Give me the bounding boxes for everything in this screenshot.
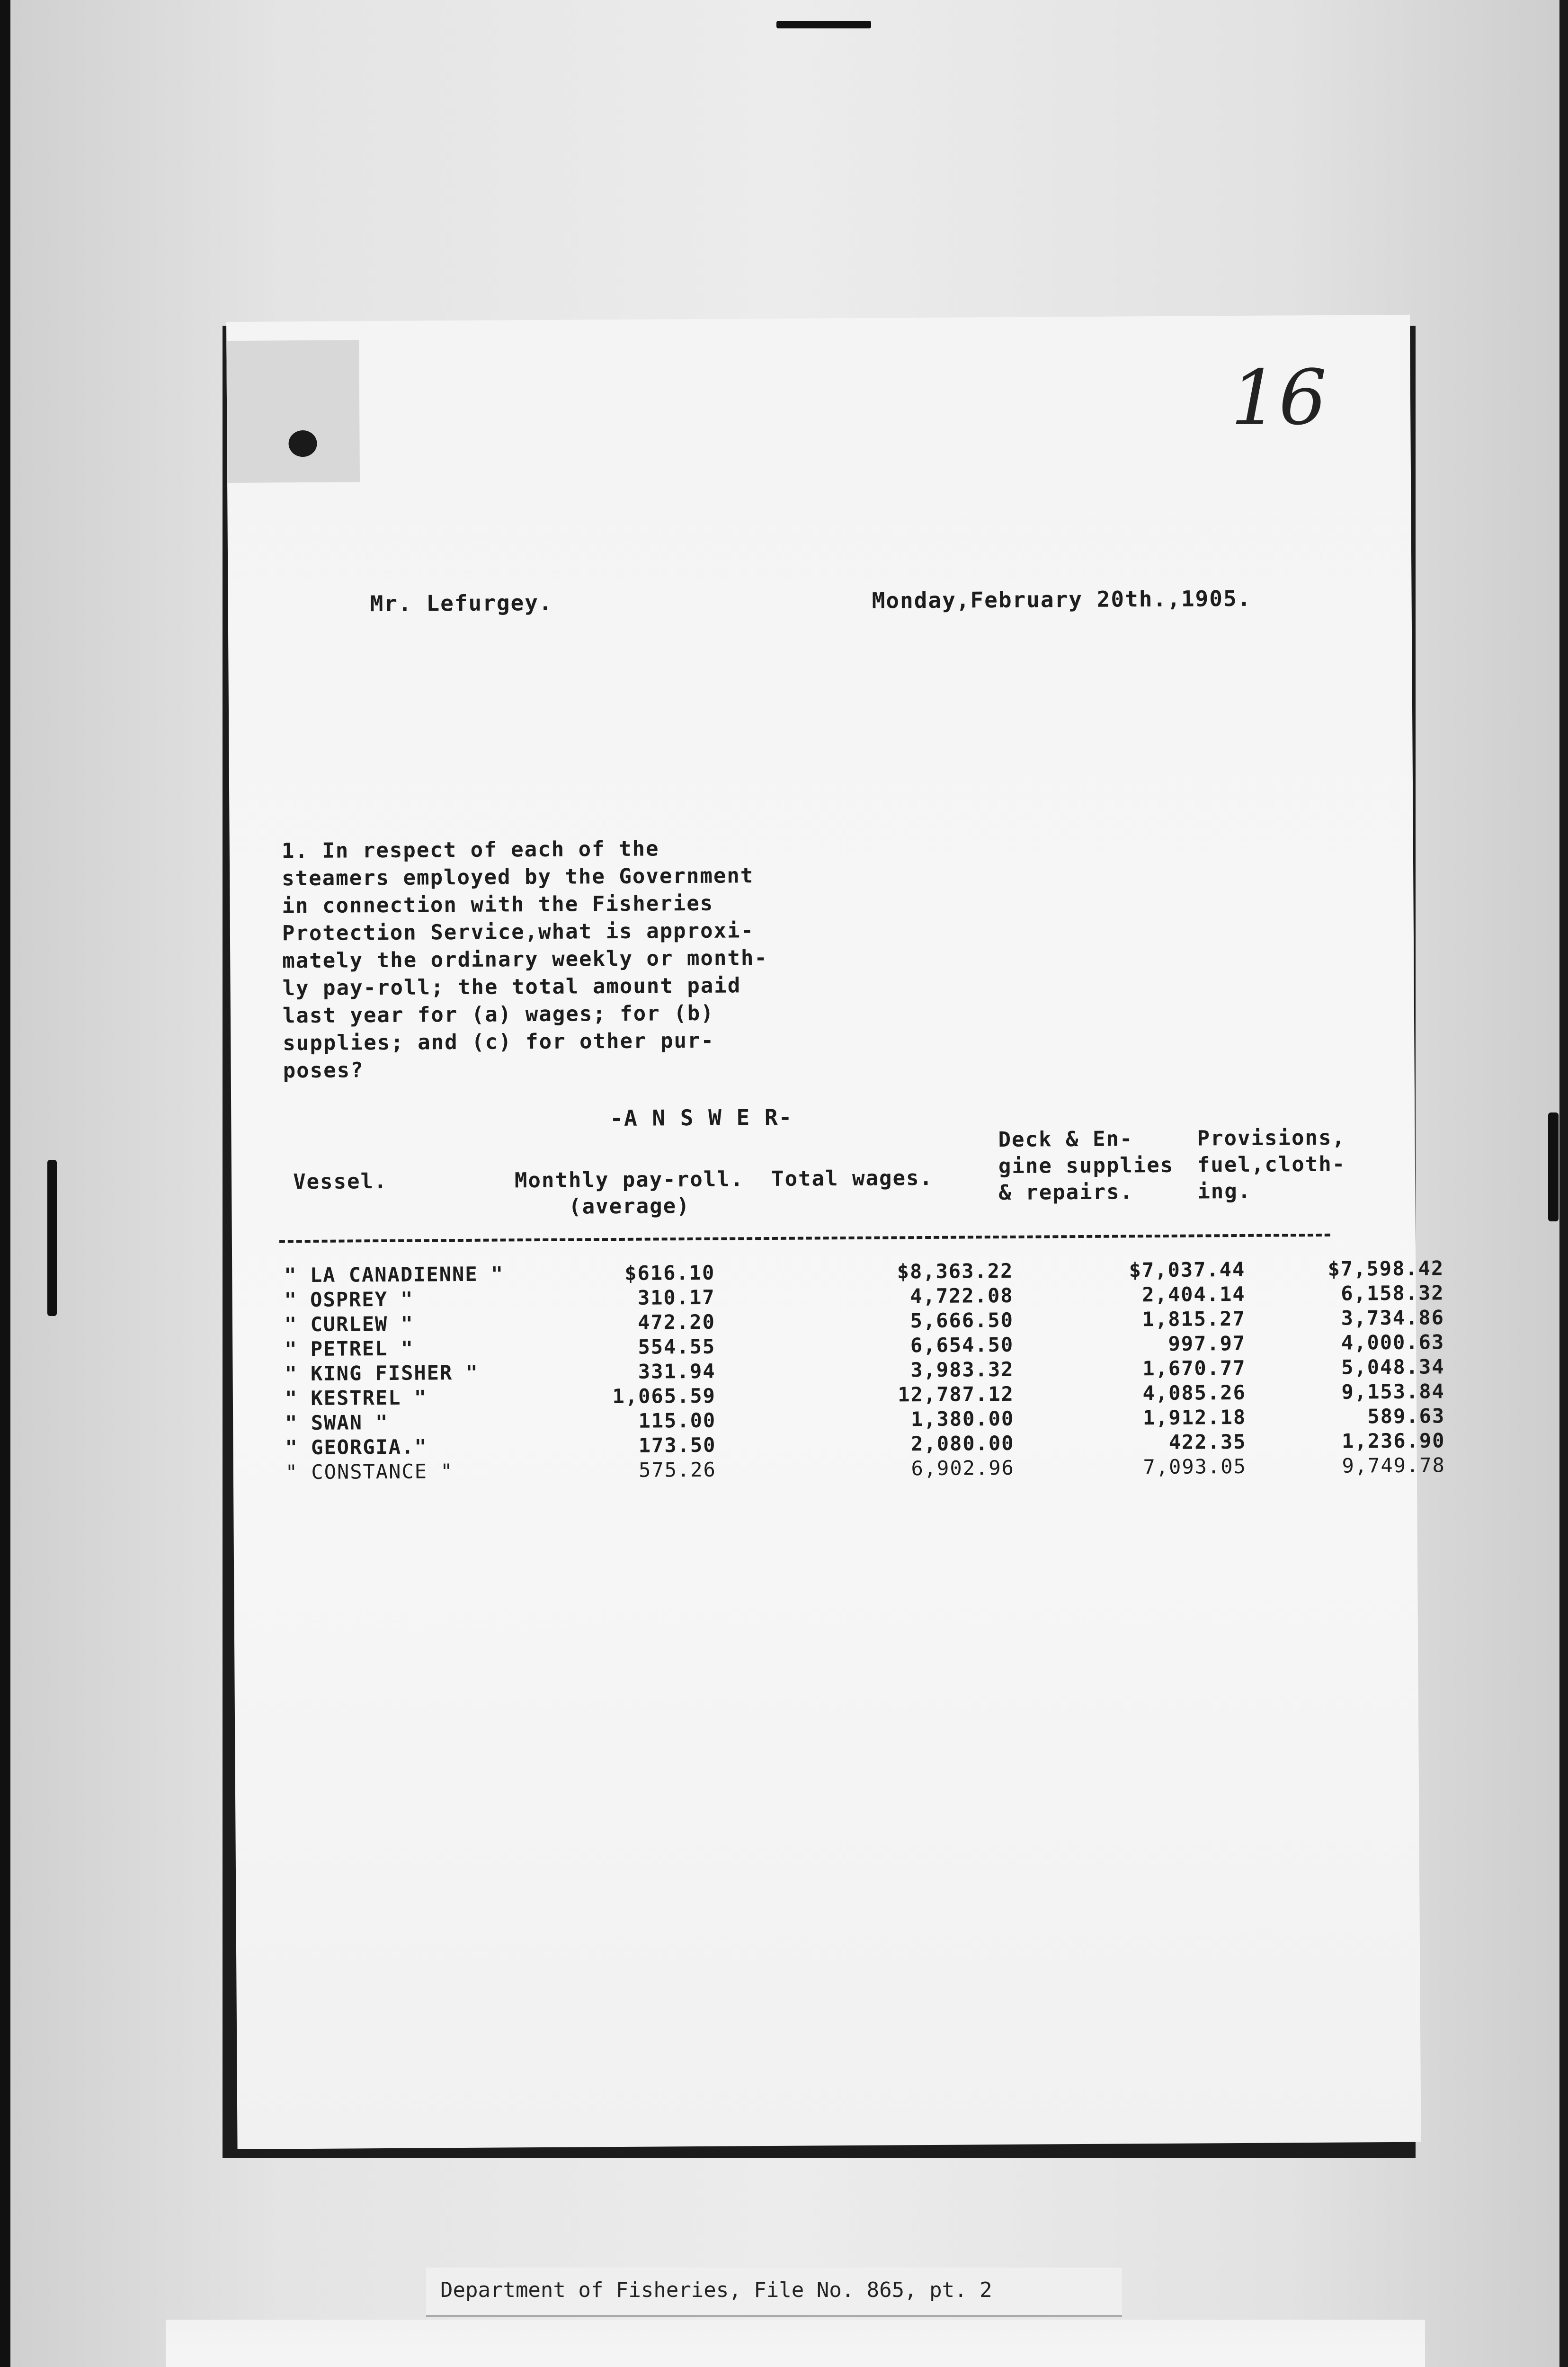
column-header-provisions: Provisions, fuel,cloth- ing.: [1197, 1125, 1346, 1204]
supplies-value: 997.97: [1168, 1331, 1246, 1355]
provisions-value: 6,158.32: [1341, 1281, 1444, 1305]
wages-value: 5,666.50: [910, 1308, 1014, 1333]
vessel-name: " SWAN ": [285, 1410, 389, 1435]
payroll-value: 331.94: [638, 1359, 716, 1383]
film-registration-mark-left: [47, 1160, 57, 1316]
wages-value: 6,654.50: [910, 1333, 1014, 1357]
provisions-value: 4,000.63: [1341, 1330, 1445, 1354]
payroll-value: 575.26: [638, 1458, 716, 1482]
film-registration-mark-top: [776, 21, 871, 28]
payroll-value: 173.50: [638, 1433, 716, 1457]
supplies-value: 7,093.05: [1143, 1454, 1247, 1479]
wages-value: $8,363.22: [897, 1259, 1014, 1283]
payroll-value: 310.17: [637, 1285, 715, 1309]
provisions-value: 589.63: [1367, 1404, 1445, 1428]
supplies-value: 1,670.77: [1142, 1356, 1246, 1380]
document-page: [226, 315, 1445, 2149]
provisions-value: 3,734.86: [1341, 1306, 1445, 1330]
supplies-value: 1,815.27: [1142, 1307, 1246, 1331]
supplies-value: $7,037.44: [1129, 1257, 1246, 1282]
supplies-value: 2,404.14: [1142, 1282, 1246, 1307]
provisions-value: 9,749.78: [1342, 1453, 1445, 1477]
film-edge-left: [0, 0, 10, 2367]
provisions-value: $7,598.42: [1327, 1256, 1444, 1281]
addressee: Mr. Lefurgey.: [370, 589, 553, 617]
column-header-vessel: Vessel.: [293, 1169, 388, 1194]
wages-value: 3,983.32: [910, 1357, 1014, 1382]
handwritten-page-number: 16: [1230, 353, 1327, 443]
provisions-value: 1,236.90: [1342, 1429, 1445, 1453]
supplies-value: 1,912.18: [1142, 1405, 1247, 1430]
wages-value: 2,080.00: [911, 1431, 1015, 1456]
film-registration-mark-right: [1548, 1112, 1559, 1221]
wages-value: 4,722.08: [910, 1283, 1014, 1308]
payroll-value: $616.10: [624, 1261, 715, 1285]
supplies-value: 422.35: [1168, 1430, 1247, 1454]
paper-clip-mark: [226, 340, 360, 483]
column-header-supplies: Deck & En- gine supplies & repairs.: [998, 1127, 1174, 1205]
question-text: 1. In respect of each of the steamers employed by the Government in connection with the Fisheries Protection Service,what is approxi- mately the ordinary weekly or month- ly pay-roll; the total amount paid last year for (a) wages; for (b) supplies; and (c) for other pur- poses?: [281, 836, 768, 1083]
wages-value: 6,902.96: [911, 1456, 1015, 1480]
vessel-name: " KESTREL ": [285, 1386, 428, 1410]
provisions-value: 9,153.84: [1341, 1379, 1445, 1404]
answer-heading: -A N S W E R-: [610, 1104, 793, 1131]
payroll-value: 1,065.59: [612, 1384, 716, 1408]
supplies-value: 4,085.26: [1142, 1380, 1247, 1405]
film-edge-right: [1559, 0, 1568, 2367]
column-header-wages: Total wages.: [771, 1166, 934, 1192]
document-date: Monday,February 20th.,1905.: [872, 585, 1252, 614]
vessel-name: " LA CANADIENNE ": [284, 1262, 504, 1287]
punch-hole-icon: [288, 430, 317, 457]
vessel-name: " GEORGIA.": [285, 1435, 428, 1459]
file-label: [426, 2268, 1122, 2317]
file-reference: Department of Fisheries, File No. 865, pt. 2: [440, 2278, 992, 2302]
wages-value: 1,380.00: [910, 1406, 1015, 1431]
provisions-value: 5,048.34: [1341, 1355, 1445, 1379]
archive-stamp-card: [166, 2320, 1425, 2367]
wages-value: 12,787.12: [898, 1382, 1015, 1406]
vessel-name: " CURLEW ": [284, 1312, 414, 1336]
vessel-name: " OSPREY ": [284, 1287, 414, 1312]
vessel-name: " KING FISHER ": [285, 1361, 479, 1386]
header-divider: [279, 1234, 1330, 1243]
vessel-table: [232, 1256, 1445, 1484]
vessel-name: " PETREL ": [285, 1336, 414, 1361]
vessel-name: " CONSTANCE ": [285, 1459, 454, 1484]
payroll-value: 554.55: [638, 1335, 716, 1359]
payroll-value: 115.00: [638, 1408, 716, 1433]
column-header-payroll: Monthly pay-roll. (average): [514, 1167, 744, 1219]
payroll-value: 472.20: [638, 1310, 716, 1334]
